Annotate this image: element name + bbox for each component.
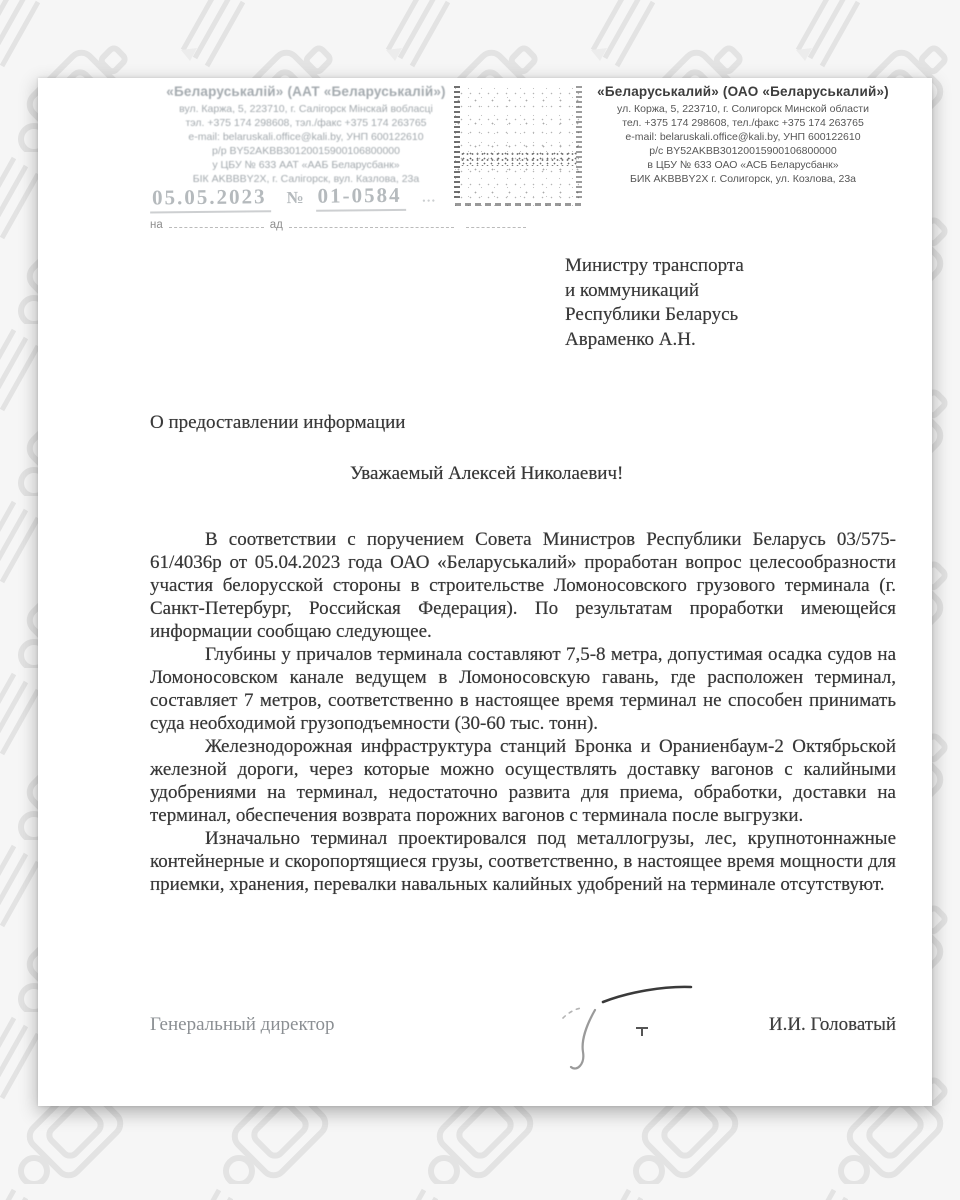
company-name-by: «Беларуськалій» (ААТ «Беларуськалій») [166,84,446,99]
stamp-dense-band [460,151,577,166]
reply-infix: ад [269,219,283,231]
company-stamp-icon [455,84,579,206]
signer-name: И.И. Головатый [768,1014,896,1035]
scanned-letter-page [38,78,932,1106]
stamp-trail-dots: … [421,190,440,206]
letterhead-line: БІК AKBBBY2X, г. Салігорск, вул. Казлова, 23а [192,173,420,185]
addressee-line: и коммуникаций [565,279,700,301]
reply-reference-line [150,218,532,231]
letterhead-line: у ЦБУ № 633 ААТ «ААБ Беларусбанк» [212,159,400,171]
subject-line: О предоставлении информации [150,412,406,433]
letterhead-line: вул. Каржа, 5, 223710, г. Салігорск Мінскай вобласці [179,103,433,115]
letter-body [150,462,896,896]
addressee-block [565,254,744,352]
stamp-left-edge [454,86,460,198]
signer-position: Генеральный директор [150,1014,335,1035]
stamp-bottom-edge [455,203,583,206]
letterhead-line: e-mail: belaruskali.office@kali.by, УНП 600122610 [188,131,424,143]
letterhead-line: в ЦБУ № 633 ОАО «АСБ Беларусбанк» [647,159,839,171]
outgoing-date-number-stamp [150,182,440,210]
blank-line [289,218,454,228]
letterhead-line: тел. +375 174 298608, тел./факс +375 174 263765 [622,117,864,129]
outgoing-number: 01-0584 [315,183,405,212]
blank-line [169,218,264,228]
letterhead-line: ул. Коржа, 5, 223710, г. Солигорск Минской области [617,103,869,115]
letterhead-line: р/с BY52AKBB30120015900106800000 [649,145,837,157]
addressee-line: Министру транспорта [565,255,744,276]
letterhead-line: р/р BY52AKBB30120015900106800000 [211,145,400,157]
letterhead-russian [565,84,921,186]
blank-line [466,218,526,228]
letterhead-line: e-mail: belaruskali.office@kali.by, УНП 600122610 [625,131,861,143]
addressee-line: Республики Беларусь [565,304,739,325]
stamp-noise [455,84,579,206]
paragraph: Глубины у причалов терминала составляют 7,5-8 метра, допустимая осадка судов на Ломоносовском канале ведущем в Ломоносовскую гавань, где расположен терминал, составляет 7 метров, соответственно в настоящее время терминал не способен принимать суда необходимой грузоподъемности (30-60 тыс. тонн). [150,644,896,734]
signature-block [150,1014,896,1036]
number-sign: № [286,187,306,208]
paragraph: Изначально терминал проектировался под металлогрузы, лес, крупнотоннажные контейнерные и скоропортящиеся грузы, соответственно, в настоящее время мощности для приемки, хранения, перевалки навальных калийных удобрений на терминале отсутствуют. [150,828,896,895]
letterhead-line: тэл. +375 174 298608, тэл./факс +375 174 263765 [185,117,427,129]
letterhead-belarusian [138,84,474,186]
reply-prefix: на [150,219,163,231]
paragraph: Железнодорожная инфраструктура станций Бронка и Ораниенбаум-2 Октябрьской железной дороги, через которые можно осуществлять доставку вагонов с калийными удобрениями на терминал, недостаточно развита для приема, обработки, доставки на терминал, обеспечения возврата порожних вагонов с терминала после выгрузки. [150,736,896,826]
addressee-line: Авраменко А.Н. [565,328,696,350]
salutation: Уважаемый Алексей Николаевич! [350,463,624,484]
letterhead-line: БИК AKBBBY2X г. Солигорск, ул. Козлова, 23а [629,173,857,185]
company-name-ru: «Беларуськалий» (ОАО «Беларуськалий») [597,84,889,99]
paragraph: В соответствии с поручением Совета Министров Республики Беларусь 03/575-61/4036р от 05.04.2023 года ОАО «Беларуськалий» проработан вопрос целесообразности участия белорусской стороны в строительстве Ломоносовского грузового терминала (г. Санкт-Петербург, Российская Федерация). По результатам проработки имеющейся информации сообщаю следующее. [150,529,896,642]
outgoing-date: 05.05.2023 [150,184,271,213]
